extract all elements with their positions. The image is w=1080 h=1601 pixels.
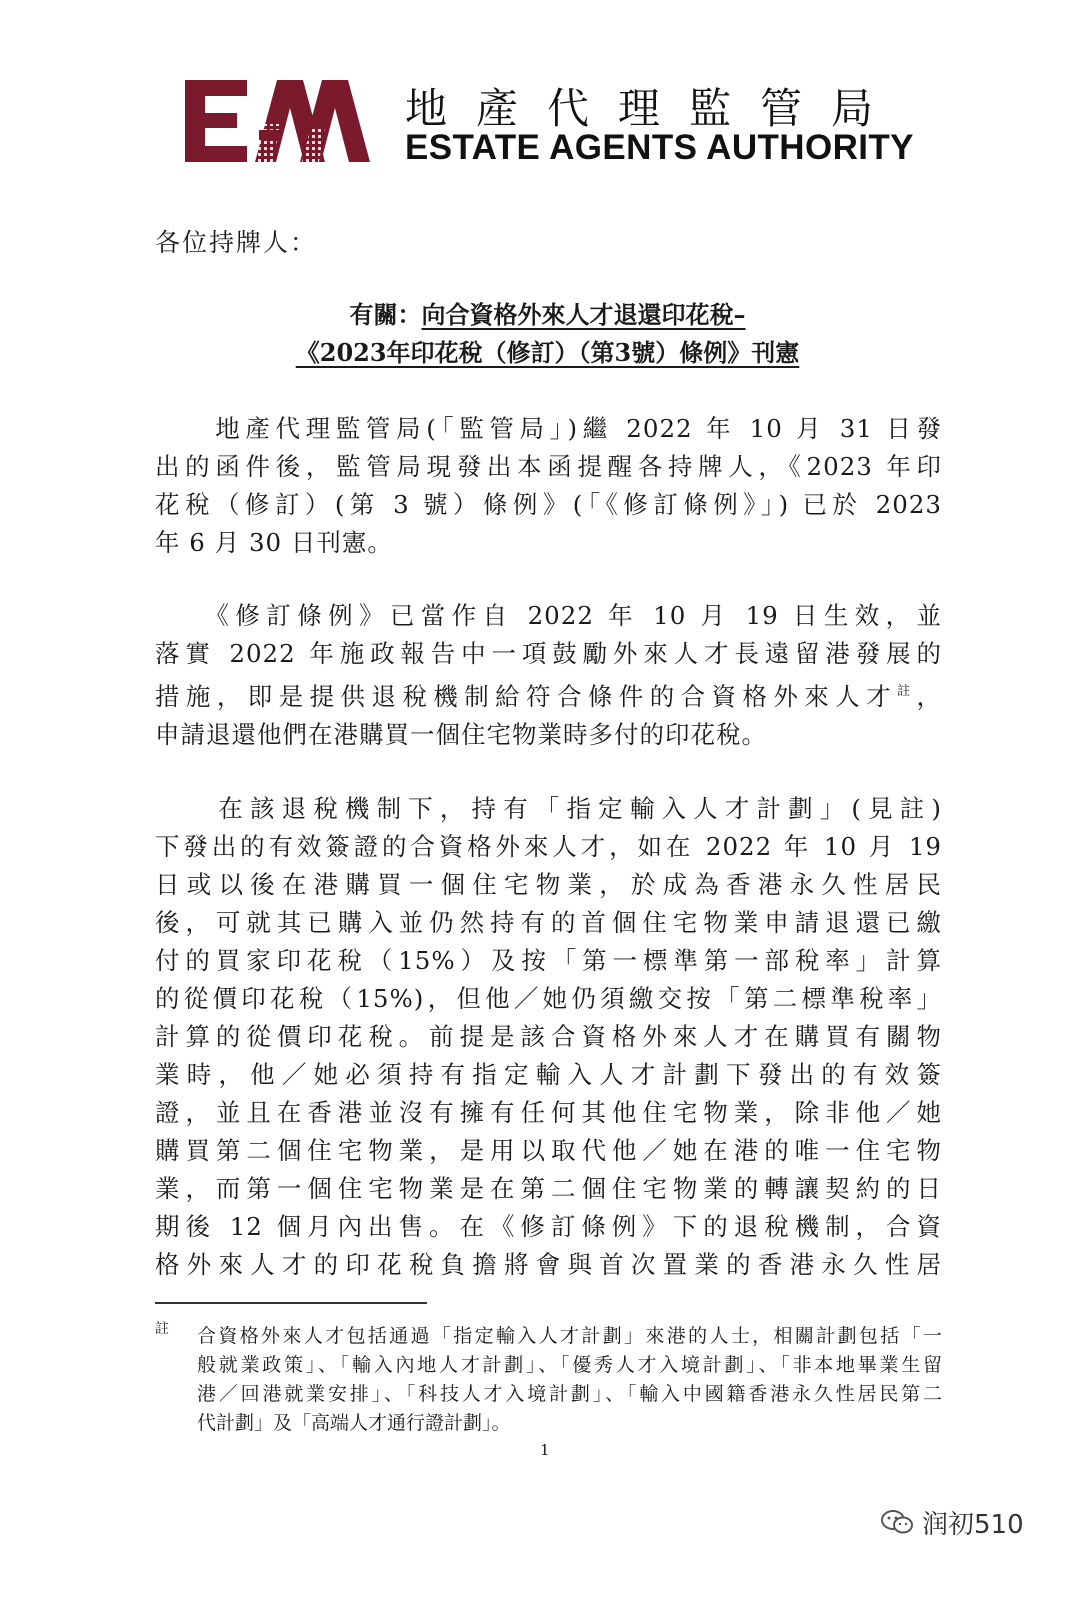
paragraph-line: 業，而第一個住宅物業是在第二個住宅物業的轉讓契約的日 bbox=[155, 1174, 942, 1203]
paragraph-line: 在該退稅機制下，持有「指定輸入人才計劃」(見註) bbox=[155, 794, 942, 823]
subject-prefix: 有關： bbox=[349, 300, 422, 329]
footnote-text bbox=[197, 1322, 942, 1438]
org-name-english: ESTATE AGENTS AUTHORITY bbox=[405, 128, 914, 167]
paragraph-line: 計算的從價印花稅。前提是該合資格外來人才在購買有關物 bbox=[155, 1022, 942, 1051]
paragraph-line-text: 措施，即是提供退稅機制給符合條件的合資格外來人才 bbox=[155, 682, 898, 711]
subject-line-1 bbox=[155, 296, 940, 334]
paragraph-line: 的從價印花稅（15%)，但他／她仍須繳交按「第二標準稅率」 bbox=[155, 984, 942, 1013]
paragraph-line: 付的買家印花稅（15%）及按「第一標準第一部稅率」計算 bbox=[155, 946, 942, 975]
footnote-line: 代計劃」及「高端人才通行證計劃」。 bbox=[197, 1412, 511, 1434]
subject-title-part-1: 向合資格外來人才退還印花稅– bbox=[421, 300, 746, 329]
footnote-reference: 註 bbox=[897, 684, 917, 699]
paragraph-line: 購買第二個住宅物業，是用以取代他／她在港的唯一住宅物 bbox=[155, 1136, 942, 1165]
paragraph-line: 格外來人才的印花稅負擔將會與首次置業的香港永久性居 bbox=[155, 1250, 942, 1279]
subject-heading bbox=[155, 296, 940, 372]
footnote-line: 港／回港就業安排」、「科技人才入境計劃」、「輸入中國籍香港永久性居民第二 bbox=[197, 1383, 942, 1405]
paragraph-line: 下發出的有效簽證的合資格外來人才，如在 2022 年 10 月 19 bbox=[155, 832, 942, 861]
paragraph-3 bbox=[155, 790, 942, 1284]
subject-title-part-2: 《2023年印花稅（修訂）（第3號）條例》刊憲 bbox=[295, 338, 800, 367]
org-name-chinese: 地產代理監管局 bbox=[405, 84, 903, 133]
paragraph-line: 期後 12 個月內出售。在《修訂條例》下的退稅機制，合資 bbox=[155, 1212, 942, 1241]
footnote-line: 般就業政策」、「輸入內地人才計劃」、「優秀人才入境計劃」、「非本地畢業生留 bbox=[197, 1354, 942, 1376]
footnote-line: 合資格外來人才包括通過「指定輸入人才計劃」來港的人士，相關計劃包括「一 bbox=[197, 1325, 942, 1347]
watermark-text: 润初510 bbox=[922, 1509, 1024, 1540]
paragraph-line: 出的函件後，監管局現發出本函提醒各持牌人，《2023 年印 bbox=[155, 452, 942, 481]
logo-letter-e bbox=[185, 80, 247, 162]
paragraph-line: 日或以後在港購買一個住宅物業，於成為香港永久性居民 bbox=[155, 870, 942, 899]
paragraph-line: 後，可就其已購入並仍然持有的首個住宅物業申請退還已繳 bbox=[155, 908, 942, 937]
paragraph-1 bbox=[155, 410, 942, 562]
paragraph-line: 證，並且在香港並沒有擁有任何其他住宅物業，除非他／她 bbox=[155, 1098, 942, 1127]
paragraph-line: 落實 2022 年施政報告中一項鼓勵外來人才長遠留港發展的 bbox=[155, 639, 942, 668]
eaa-logo bbox=[185, 80, 370, 162]
paragraph-2 bbox=[155, 597, 942, 754]
paragraph-line: 申請退還他們在港購買一個住宅物業時多付的印花稅。 bbox=[155, 720, 767, 749]
paragraph-line: 業時，他／她必須持有指定輸入人才計劃下發出的有效簽 bbox=[155, 1060, 942, 1089]
paragraph-line-with-note: 措施，即是提供退稅機制給符合條件的合資格外來人才$^註$， bbox=[155, 682, 942, 711]
salutation: 各位持牌人： bbox=[155, 228, 318, 257]
footnote-divider bbox=[155, 1302, 427, 1304]
paragraph-line: 花稅（修訂）(第 3 號）條例》(「《修訂條例》」) 已於 2023 bbox=[155, 490, 942, 519]
footnote-mark: 註 bbox=[155, 1321, 169, 1337]
paragraph-line: 地產代理監管局(「監管局」)繼 2022 年 10 月 31 日發 bbox=[155, 414, 942, 443]
wechat-icon bbox=[880, 1508, 914, 1536]
watermark bbox=[880, 1506, 1024, 1538]
paragraph-line: 年 6 月 30 日刊憲。 bbox=[155, 528, 393, 557]
paragraph-line: 《修訂條例》已當作自 2022 年 10 月 19 日生效，並 bbox=[155, 601, 942, 630]
page-number: 1 bbox=[540, 1441, 550, 1459]
subject-line-2 bbox=[155, 334, 940, 372]
